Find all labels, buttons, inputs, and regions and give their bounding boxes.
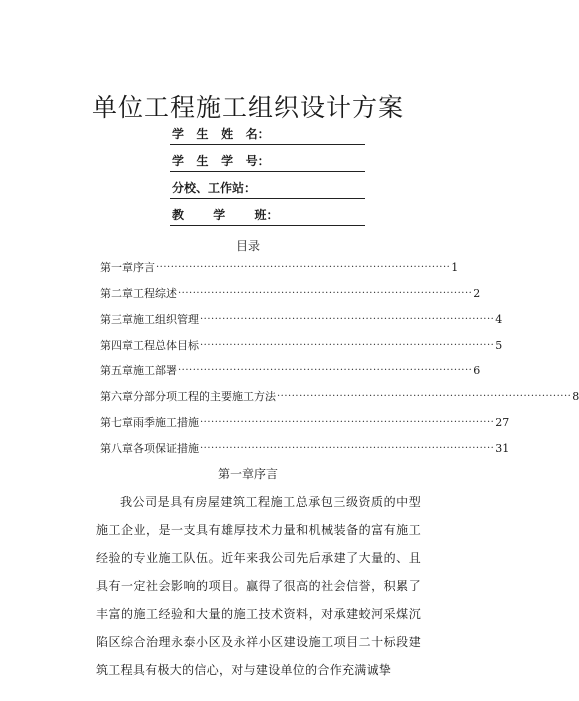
toc-entry-page: 1 <box>451 260 459 274</box>
toc-entry[interactable] <box>100 388 579 404</box>
toc-leader-dots: ················································································ <box>178 287 473 299</box>
body-paragraph: 我公司是具有房屋建筑工程施工总承包三级资质的中型施工企业，是一支具有雄厚技术力量和机械装备的富有施工经验的专业施工队伍。近年来我公司先后承建了大量的、且具有一定社会影响的项目。赢得了很高的社会信誉，积累了丰富的施工经验和大量的施工技术资料，对承建蛟河采煤沉陷区综合治理永泰小区及永祥小区建设施工项目二十标段建筑工程具有极大的信心，对与建设单位的合作充满诚挚 <box>96 495 421 677</box>
student-name-label: 学 生 姓 名： <box>172 127 270 141</box>
toc-entry-page: 2 <box>473 286 481 300</box>
toc-entry[interactable] <box>100 362 481 378</box>
toc-entry[interactable] <box>100 311 503 327</box>
toc-entry-page: 5 <box>495 338 503 352</box>
student-id-field <box>170 153 365 172</box>
toc-entry-label: 第六章分部分项工程的主要施工方法 <box>100 390 276 403</box>
toc-entry-page: 8 <box>572 389 579 403</box>
toc-entry-label: 第七章雨季施工措施 <box>100 416 199 429</box>
toc-entry-label: 第四章工程总体目标 <box>100 339 199 352</box>
toc-leader-dots: ················································································ <box>277 390 572 402</box>
toc-leader-dots: ················································································ <box>200 339 495 351</box>
toc-entry-page: 4 <box>495 312 503 326</box>
toc-entry[interactable] <box>100 259 459 275</box>
toc-entry-label: 第二章工程综述 <box>100 287 177 300</box>
toc-entry[interactable] <box>100 440 510 456</box>
toc-entry-label: 第八章各项保证措施 <box>100 442 199 455</box>
toc-entry-page: 27 <box>495 415 510 429</box>
toc-entry-page: 6 <box>473 363 481 377</box>
branch-station-label: 分校、工作站： <box>172 181 257 195</box>
class-label: 教 学 班： <box>172 208 279 222</box>
student-name-field <box>170 126 365 145</box>
toc-leader-dots: ················································································ <box>178 364 473 376</box>
toc-entry-label: 第五章施工部署 <box>100 364 177 377</box>
toc-entry-label: 第一章序言 <box>100 261 155 274</box>
student-id-label: 学 生 学 号： <box>172 154 270 168</box>
toc-entry-label: 第三章施工组织管理 <box>100 313 199 326</box>
toc-leader-dots: ················································································ <box>156 261 451 273</box>
toc-leader-dots: ················································································ <box>200 416 495 428</box>
toc-leader-dots: ················································································ <box>200 442 495 454</box>
branch-station-field <box>170 180 365 199</box>
toc-leader-dots: ················································································ <box>200 313 495 325</box>
toc-entry-page: 31 <box>495 441 510 455</box>
document-title: 单位工程施工组织设计方案 <box>91 93 404 122</box>
toc-heading: 目录 <box>235 239 260 253</box>
chapter-heading: 第一章序言 <box>217 467 278 481</box>
toc-entry[interactable] <box>100 337 503 353</box>
toc-entry[interactable] <box>100 285 481 301</box>
class-field <box>170 207 365 226</box>
toc-entry[interactable] <box>100 414 510 430</box>
